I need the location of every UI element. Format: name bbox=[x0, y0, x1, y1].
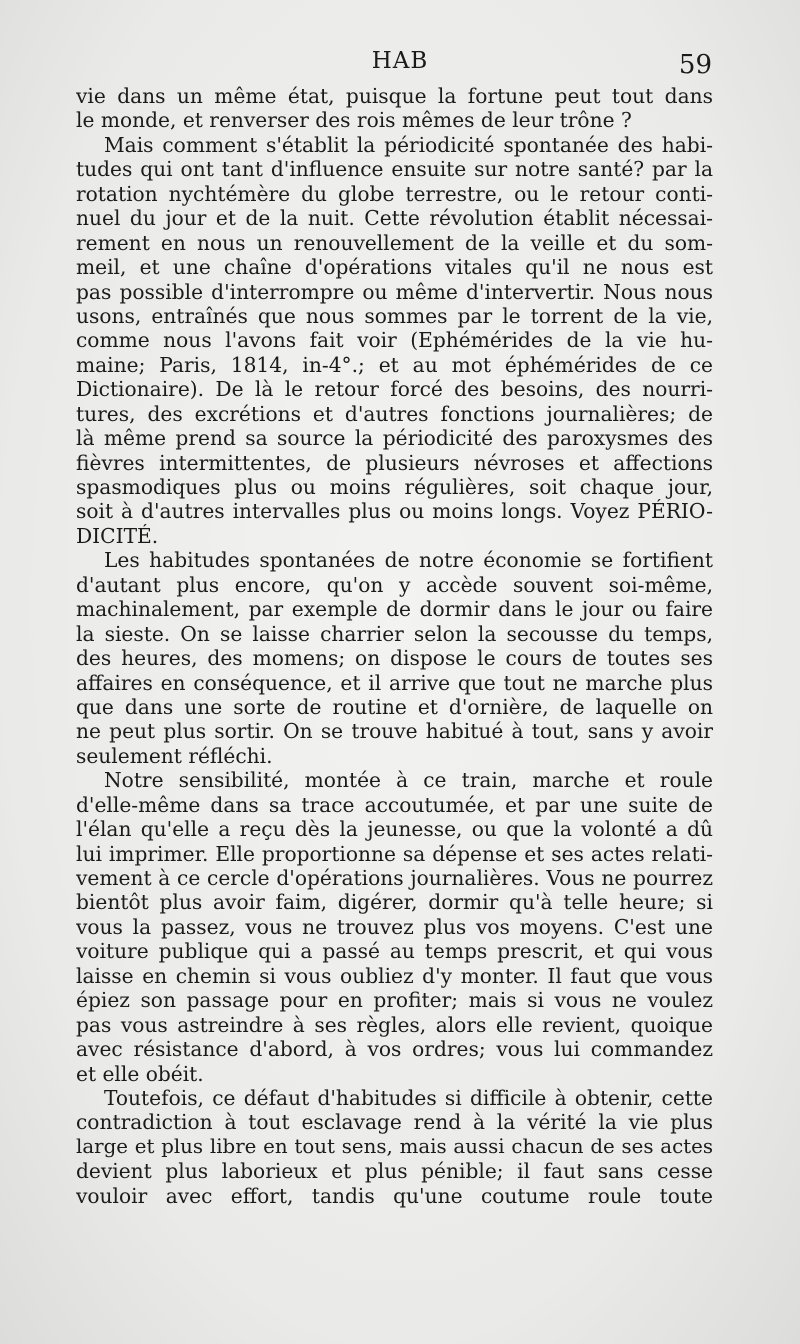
text-line: contradiction à tout esclavage rend à la vérité la vie plus bbox=[76, 1110, 713, 1135]
text-line: large et plus libre en tout sens, mais aussi chacun de ses actes bbox=[76, 1134, 713, 1158]
text-line: usons, entraînés que nous sommes par le torrent de la vie, bbox=[76, 303, 713, 328]
text-line: lui imprimer. Elle proportionne sa dépense et ses actes relati- bbox=[76, 841, 713, 866]
body-text bbox=[76, 84, 713, 1208]
text-line: d'elle-même dans sa trace accoutumée, et par une suite de bbox=[76, 792, 713, 817]
text-line: vouloir avec effort, tandis qu'une coutume roule toute bbox=[76, 1183, 713, 1208]
text-line: vous la passez, vous ne trouvez plus vos moyens. C'est une bbox=[76, 914, 713, 939]
text-line: Dictionaire). De là le retour forcé des besoins, des nourri- bbox=[76, 377, 713, 402]
text-line: avec résistance d'abord, à vos ordres; vous lui commandez bbox=[76, 1037, 713, 1062]
text-line: Mais comment s'établit la périodicité spontanée des habi- bbox=[104, 132, 713, 157]
text-line: tudes qui ont tant d'influence ensuite sur notre santé? par la bbox=[76, 157, 713, 182]
text-line: le monde, et renverser des rois mêmes de leur trône ? bbox=[76, 108, 632, 133]
text-line: et elle obéit. bbox=[76, 1061, 204, 1086]
text-line: tures, des excrétions et d'autres fonctions journalières; de bbox=[76, 401, 713, 426]
text-line: vie dans un même état, puisque la fortune peut tout dans bbox=[76, 84, 713, 108]
text-line: Les habitudes spontanées de notre économie se fortifient bbox=[104, 548, 713, 573]
text-line: nuel du jour et de la nuit. Cette révolution établit nécessai- bbox=[76, 206, 713, 231]
text-line: fièvres intermittentes, de plusieurs névroses et affections bbox=[76, 450, 713, 475]
text-line: des heures, des momens; on dispose le cours de toutes ses bbox=[76, 646, 713, 671]
text-line: que dans une sorte de routine et d'ornière, de laquelle on bbox=[76, 694, 713, 719]
text-line: voiture publique qui a passé au temps prescrit, et qui vous bbox=[76, 939, 713, 964]
page-header bbox=[0, 48, 800, 82]
text-line: là même prend sa source la périodicité des paroxysmes des bbox=[76, 426, 713, 451]
text-line: seulement réfléchi. bbox=[76, 743, 273, 768]
text-line: rotation nychtémère du globe terrestre, ou le retour conti- bbox=[76, 181, 713, 206]
text-line: machinalement, par exemple de dormir dans le jour ou faire bbox=[76, 597, 713, 622]
page-number: 59 bbox=[678, 50, 712, 80]
text-line: Notre sensibilité, montée à ce train, marche et roule bbox=[104, 768, 713, 793]
text-line: DICITÉ. bbox=[76, 523, 159, 548]
text-line: comme nous l'avons fait voir (Ephémérides de la vie hu- bbox=[76, 328, 713, 353]
text-line: Toutefois, ce défaut d'habitudes si difficile à obtenir, cette bbox=[104, 1085, 713, 1110]
text-line: devient plus laborieux et plus pénible; il faut sans cesse bbox=[76, 1159, 713, 1184]
text-line: l'élan qu'elle a reçu dès la jeunesse, ou que la volonté a dû bbox=[76, 817, 713, 842]
text-line: rement en nous un renouvellement de la veille et du som- bbox=[76, 230, 713, 255]
text-line: spasmodiques plus ou moins régulières, soit chaque jour, bbox=[76, 475, 713, 499]
text-line: bientôt plus avoir faim, digérer, dormir qu'à telle heure; si bbox=[76, 890, 713, 915]
text-line: affaires en conséquence, et il arrive que tout ne marche plus bbox=[76, 670, 713, 695]
text-line: ne peut plus sortir. On se trouve habitué à tout, sans y avoir bbox=[76, 719, 713, 744]
text-line: la sieste. On se laisse charrier selon la secousse du temps, bbox=[76, 621, 713, 646]
text-line: meil, et une chaîne d'opérations vitales qu'il ne nous est bbox=[76, 255, 713, 280]
text-line: pas possible d'interrompre ou même d'intervertir. Nous nous bbox=[76, 279, 713, 304]
text-line: maine; Paris, 1814, in-4°.; et au mot éphémérides de ce bbox=[76, 352, 713, 377]
text-line: vement à ce cercle d'opérations journalières. Vous ne pourrez bbox=[76, 866, 713, 890]
text-line: épiez son passage pour en profiter; mais si vous ne voulez bbox=[76, 988, 713, 1013]
running-head: HAB bbox=[371, 48, 429, 74]
text-line: soit à d'autres intervalles plus ou moins longs. Voyez PÉRIO- bbox=[76, 499, 713, 524]
text-line: laisse en chemin si vous oubliez d'y monter. Il faut que vous bbox=[76, 963, 713, 988]
text-line: pas vous astreindre à ses règles, alors elle revient, quoique bbox=[76, 1012, 713, 1037]
text-line: d'autant plus encore, qu'on y accède souvent soi-même, bbox=[76, 572, 713, 597]
